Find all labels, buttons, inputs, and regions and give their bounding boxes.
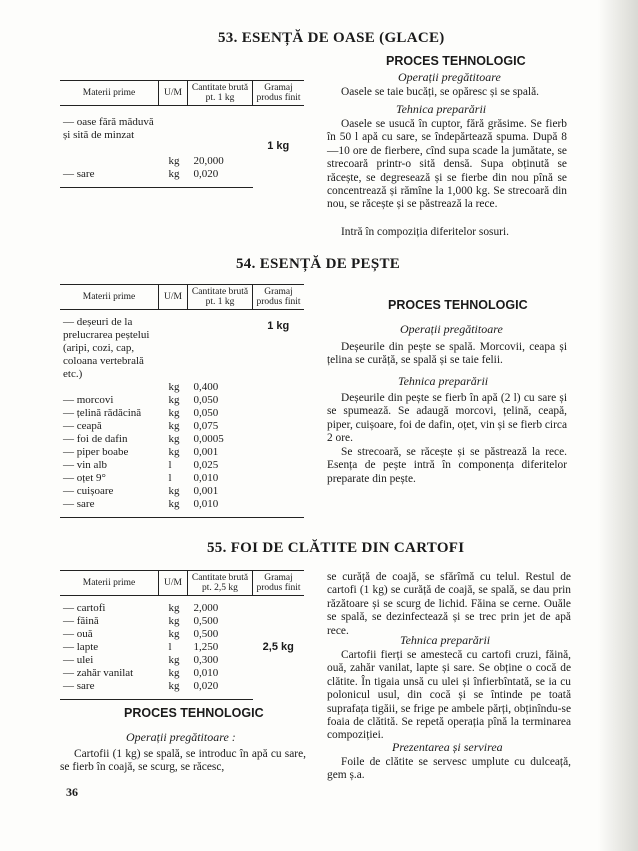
ingredient-qty: 0,001 (193, 485, 219, 497)
ingredient-qty: 0,500 (193, 615, 219, 627)
recipe-53-ingredients-table (60, 80, 304, 188)
ingredient-name: — morcovi (63, 394, 114, 406)
ingredient-qty: 0,010 (188, 498, 253, 518)
ingredient-name: — vin alb (63, 459, 107, 471)
ingredient-qty: 0,500 (193, 628, 219, 640)
ingredient-um: kg (159, 498, 188, 518)
recipe-55-tehnica-text: Cartofii fierți se amestecă cu cartofi cruzi, făină, ouă, zahăr vanilat, lapte și sare. Se obține o cocă de clătite. În tigaia unsă cu ulei și înfierbîntată, se ia cu polonicul usul, din cocă și se întinde pe toată suprafața tigăii, se frige pe ambele părți, obținîndu-se foaia de clătită. Se repetă operația pînă la terminarea compoziției. (327, 649, 571, 742)
header-gramaj: Gramaj produs finit (253, 285, 305, 310)
ingredient-qty: 0,075 (193, 420, 219, 432)
ingredient-name: — lapte (63, 641, 99, 653)
ingredient-name: — piper boabe (63, 446, 129, 458)
recipe-55-tehnica-heading: Tehnica preparării (400, 633, 491, 647)
recipe-53-gramaj: 1 kg (267, 140, 290, 153)
ingredient-qty: 2,000 (193, 602, 219, 614)
recipe-53-title: 53. ESENȚĂ DE OASE (GLACE) (218, 30, 445, 46)
recipe-53-tehnica-heading: Tehnica preparării (396, 102, 487, 116)
ingredient-name: — ouă (63, 628, 93, 640)
header-um: U/M (159, 81, 188, 106)
recipe-54-proces-heading: PROCES TEHNOLOGIC (388, 298, 528, 312)
recipe-54-tehnica-text: Deșeurile din pește se fierb în apă (2 l) cu sare și se spumează. Se adaugă morcovi, țelină, ceapă, piper, cuișoare, foi de dafin, oțet, vin și se fierb circa 2 ore. (327, 392, 567, 445)
ingredient-um: kg (159, 680, 188, 700)
ingredient-um: kg (168, 667, 180, 679)
recipe-54-operatii-text: Deșeurile din pește se spală. Morcovii, ceapa și țelina se curăță, se spală și se taie felii. (327, 341, 567, 367)
ingredient-um: kg (168, 446, 180, 458)
ingredient-qty: 0,0005 (193, 433, 224, 445)
ingredient-name: — deșeuri de la prelucrarea peștelui (aripi, cozi, cap, coloana vertebrală etc.) (63, 316, 150, 380)
ingredient-um: kg (168, 485, 180, 497)
ingredient-name: — cuișoare (63, 485, 114, 497)
recipe-54-title: 54. ESENȚĂ DE PEȘTE (236, 256, 401, 272)
ingredient-um: kg (168, 654, 180, 666)
header-cantitate: Cantitate brută pt. 1 kg (188, 285, 253, 310)
recipe-55-gramaj: 2,5 kg (262, 641, 294, 654)
ingredient-name: — cartofi (63, 602, 106, 614)
ingredient-qty: 20,000 (193, 155, 224, 167)
ingredient-name: — foi de dafin (63, 433, 128, 445)
recipe-55-title: 55. FOI DE CLĂTITE DIN CARTOFI (207, 540, 465, 556)
ingredient-name: — ulei (63, 654, 94, 666)
ingredient-um: kg (159, 168, 188, 188)
recipe-53-tehnica-text: Oasele se usucă în cuptor, fără grăsime. Se fierb în 50 l apă cu sare, se îndepărtează spuma. După 8—10 ore de fierbere, cînd supa scade la jumătate, se strecoară printr-o sită densă. Supa obținută se răcește, se degresează și se fierbe din nou pînă se concentrează și rămîne la 1,000 kg. Se strecoară din nou, se răcește și se păstrează la rece. (327, 118, 567, 211)
recipe-54-tehnica-text-2: Se strecoară, se răcește și se păstrează la rece. Esența de pește intră în componența diferitelor preparate din pește. (327, 446, 567, 485)
recipe-54-gramaj (253, 310, 305, 395)
ingredient-name: — sare (60, 168, 159, 188)
ingredient-name: — ceapă (63, 420, 102, 432)
recipe-55-operatii-text: Cartofii (1 kg) se spală, se introduc în apă cu sare, se fierb în coajă, se scurg, se răcesc, (60, 748, 306, 774)
ingredient-qty: 0,010 (193, 667, 219, 679)
ingredient-name: — făină (63, 615, 99, 627)
ingredient-um: kg (168, 433, 180, 445)
ingredient-um: kg (168, 381, 180, 393)
page-number: 36 (66, 785, 78, 799)
header-materii: Materii prime (60, 571, 159, 596)
ingredient-um: kg (168, 407, 180, 419)
ingredient-name: — sare (60, 680, 159, 700)
recipe-55-prezentare-heading: Prezentarea și servirea (392, 740, 503, 754)
recipe-54-operatii-heading: Operații pregătitoare (400, 322, 503, 336)
header-gramaj: Gramaj produs finit (253, 571, 305, 596)
header-um: U/M (159, 285, 188, 310)
recipe-55-prezentare-text: Foile de clătite se servesc umplute cu dulceață, gem ș.a. (327, 756, 571, 782)
recipe-55-ingredients-table (60, 570, 304, 700)
recipe-55-operatii-heading: Operații pregătitoare : (126, 730, 236, 744)
ingredient-qty: 1,250 (193, 641, 219, 653)
ingredient-um: kg (168, 155, 180, 167)
ingredient-qty: 0,010 (193, 472, 219, 484)
ingredient-name: — zahăr vanilat (63, 667, 134, 679)
ingredient-um: l (168, 641, 172, 653)
ingredient-qty: 0,020 (188, 168, 253, 188)
recipe-54-ingredients-table (60, 284, 304, 518)
ingredient-um: kg (168, 628, 180, 640)
header-cantitate: Cantitate brută pt. 1 kg (188, 81, 253, 106)
recipe-55-proces-heading: PROCES TEHNOLOGIC (124, 706, 264, 720)
ingredient-um: l (168, 459, 172, 471)
ingredient-um: kg (168, 615, 180, 627)
ingredient-qty: 0,001 (193, 446, 219, 458)
ingredient-um: l (168, 472, 172, 484)
header-cantitate: Cantitate brută pt. 2,5 kg (188, 571, 253, 596)
ingredient-qty: 0,050 (193, 394, 219, 406)
header-materii: Materii prime (60, 285, 159, 310)
recipe-53-operatii-text: Oasele se taie bucăți, se opăresc și se spală. (341, 86, 539, 98)
ingredient-um: kg (168, 602, 180, 614)
ingredient-qty: 0,020 (188, 680, 253, 700)
header-gramaj: Gramaj produs finit (253, 81, 305, 106)
facing-page-edge (598, 0, 638, 851)
ingredient-qty: 0,400 (193, 381, 219, 393)
recipe-53-tehnica-text-2: Intră în compoziția diferitelor sosuri. (341, 226, 509, 238)
header-materii: Materii prime (60, 81, 159, 106)
ingredient-name: — țelină rădăcină (63, 407, 142, 419)
ingredient-um: kg (168, 394, 180, 406)
ingredient-um: kg (168, 420, 180, 432)
recipe-54-tehnica-heading: Tehnica preparării (398, 374, 489, 388)
ingredient-qty: 0,050 (193, 407, 219, 419)
recipe-54-gramaj-value: 1 kg (267, 319, 290, 332)
ingredient-name: — sare (60, 498, 159, 518)
recipe-53-operatii-heading: Operații pregătitoare (398, 70, 501, 84)
header-um: U/M (159, 571, 188, 596)
ingredient-name: — oase fără măduvă și sită de minzat (63, 116, 154, 141)
recipe-55-operatii-text-cont: se curăță de coajă, se sfărîmă cu telul. Restul de cartofi (1 kg) se curăță de coajă, se spală, se dau prin răzătoare și se scurg de lichid. Făina se cerne. Ouăle se spală, se dezinfectează și se trec prin jet de apă rece. (327, 571, 571, 637)
ingredient-qty: 0,025 (193, 459, 219, 471)
ingredient-qty: 0,300 (193, 654, 219, 666)
recipe-53-proces-heading: PROCES TEHNOLOGIC (386, 54, 526, 68)
ingredient-name: — oțet 9° (63, 472, 106, 484)
